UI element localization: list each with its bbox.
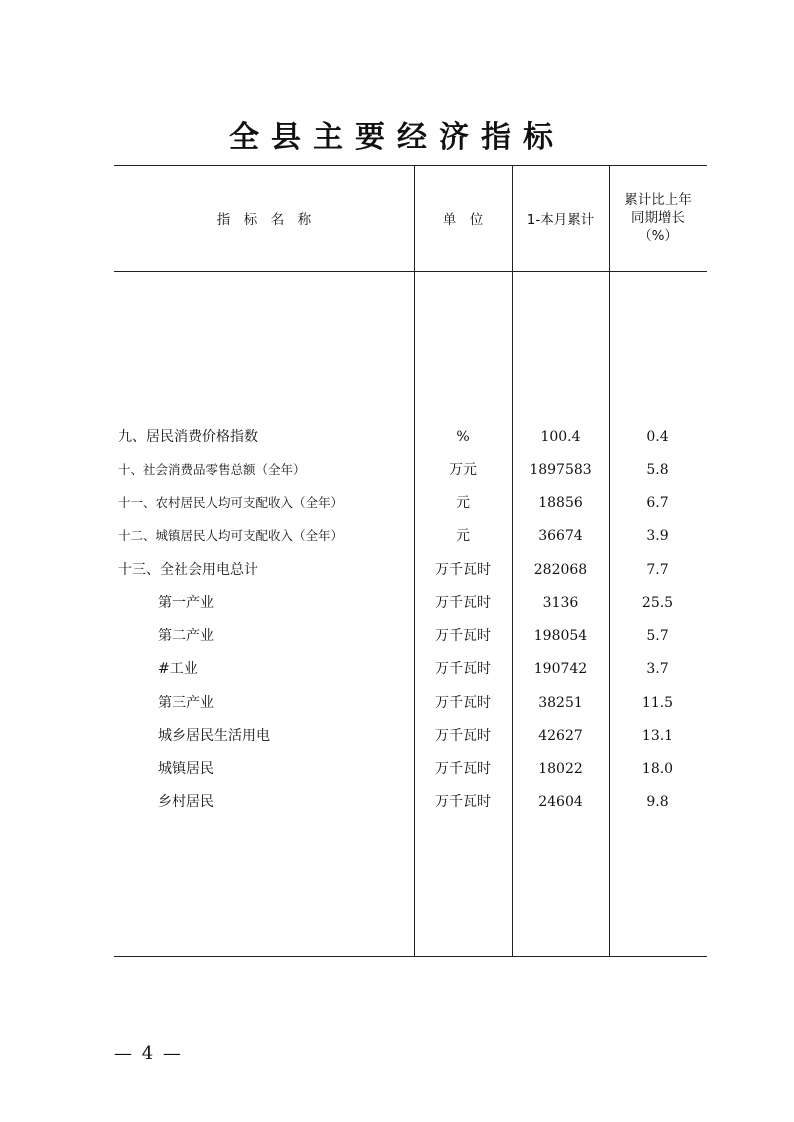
- indicator-name: 第一产业: [158, 595, 214, 611]
- indicator-name: 十一、农村居民人均可支配收入（全年）: [118, 495, 344, 510]
- indicator-name: 城乡居民生活用电: [158, 728, 270, 744]
- indicator-cumulative: 1897583: [529, 462, 592, 478]
- indicator-unit: 万千瓦时: [435, 794, 491, 810]
- header-bottom-rule: [114, 271, 707, 272]
- indicator-unit: 万千瓦时: [435, 761, 491, 777]
- indicator-growth: 9.8: [646, 794, 669, 810]
- indicator-unit: 万千瓦时: [435, 695, 491, 711]
- indicator-growth: 25.5: [641, 595, 674, 611]
- indicator-cumulative: 18022: [538, 761, 583, 777]
- header-name: 指 标 名 称: [216, 212, 312, 228]
- header-cumulative: 1-本月累计: [526, 212, 595, 228]
- indicator-name: 十、社会消费品零售总额（全年）: [118, 462, 306, 477]
- indicator-cumulative: 190742: [533, 661, 588, 677]
- indicator-name: 九、居民消费价格指数: [118, 429, 258, 445]
- table-row: [114, 724, 707, 748]
- header-growth-line3: （%）: [638, 228, 678, 244]
- indicator-growth: 0.4: [646, 429, 669, 445]
- table-row: [114, 524, 707, 548]
- indicator-name: 第三产业: [158, 695, 214, 711]
- indicator-unit: 万千瓦时: [435, 728, 491, 744]
- indicator-unit: %: [456, 429, 470, 445]
- indicator-growth: 5.7: [646, 628, 669, 644]
- indicator-growth: 3.7: [646, 661, 669, 677]
- header-unit: 单 位: [442, 212, 484, 228]
- header-growth-line1: 累计比上年: [624, 192, 692, 208]
- table-row: [114, 491, 707, 515]
- indicator-unit: 万千瓦时: [435, 661, 491, 677]
- table-row: [114, 790, 707, 814]
- indicator-unit: 万千瓦时: [435, 562, 491, 578]
- indicator-growth: 11.5: [641, 695, 674, 711]
- table-bottom-rule: [114, 956, 707, 957]
- indicator-cumulative: 42627: [538, 728, 583, 744]
- indicator-cumulative: 100.4: [540, 429, 581, 445]
- header-growth: [609, 165, 707, 271]
- indicator-cumulative: 24604: [538, 794, 583, 810]
- indicator-table: [114, 165, 707, 957]
- table-row: [114, 691, 707, 715]
- indicator-cumulative: 198054: [533, 628, 588, 644]
- page-title: 全县主要经济指标: [229, 120, 565, 155]
- page-number: — 4 —: [114, 1043, 183, 1064]
- indicator-name: 乡村居民: [158, 794, 214, 810]
- indicator-name: 城镇居民: [158, 761, 214, 777]
- header-growth-line2: 同期增长: [631, 210, 685, 226]
- indicator-growth: 6.7: [646, 495, 669, 511]
- indicator-name: 十三、全社会用电总计: [118, 562, 258, 578]
- indicator-cumulative: 38251: [538, 695, 583, 711]
- indicator-unit: 万元: [449, 462, 477, 478]
- indicator-cumulative: 36674: [538, 528, 583, 544]
- table-row: [114, 757, 707, 781]
- indicator-cumulative: 3136: [542, 595, 579, 611]
- indicator-growth: 18.0: [641, 761, 674, 777]
- table-row: [114, 558, 707, 582]
- table-row: [114, 458, 707, 482]
- indicator-cumulative: 282068: [533, 562, 588, 578]
- table-row: [114, 657, 707, 681]
- indicator-growth: 13.1: [641, 728, 674, 744]
- indicator-growth: 3.9: [646, 528, 669, 544]
- indicator-name: 第二产业: [158, 628, 214, 644]
- table-row: [114, 425, 707, 449]
- indicator-cumulative: 18856: [538, 495, 583, 511]
- indicator-name: 十二、城镇居民人均可支配收入（全年）: [118, 528, 344, 543]
- indicator-unit: 万千瓦时: [435, 628, 491, 644]
- indicator-growth: 7.7: [646, 562, 669, 578]
- indicator-growth: 5.8: [646, 462, 669, 478]
- table-row: [114, 591, 707, 615]
- indicator-unit: 元: [456, 495, 470, 511]
- indicator-name: #工业: [158, 661, 198, 677]
- indicator-unit: 万千瓦时: [435, 595, 491, 611]
- table-row: [114, 624, 707, 648]
- indicator-unit: 元: [456, 528, 470, 544]
